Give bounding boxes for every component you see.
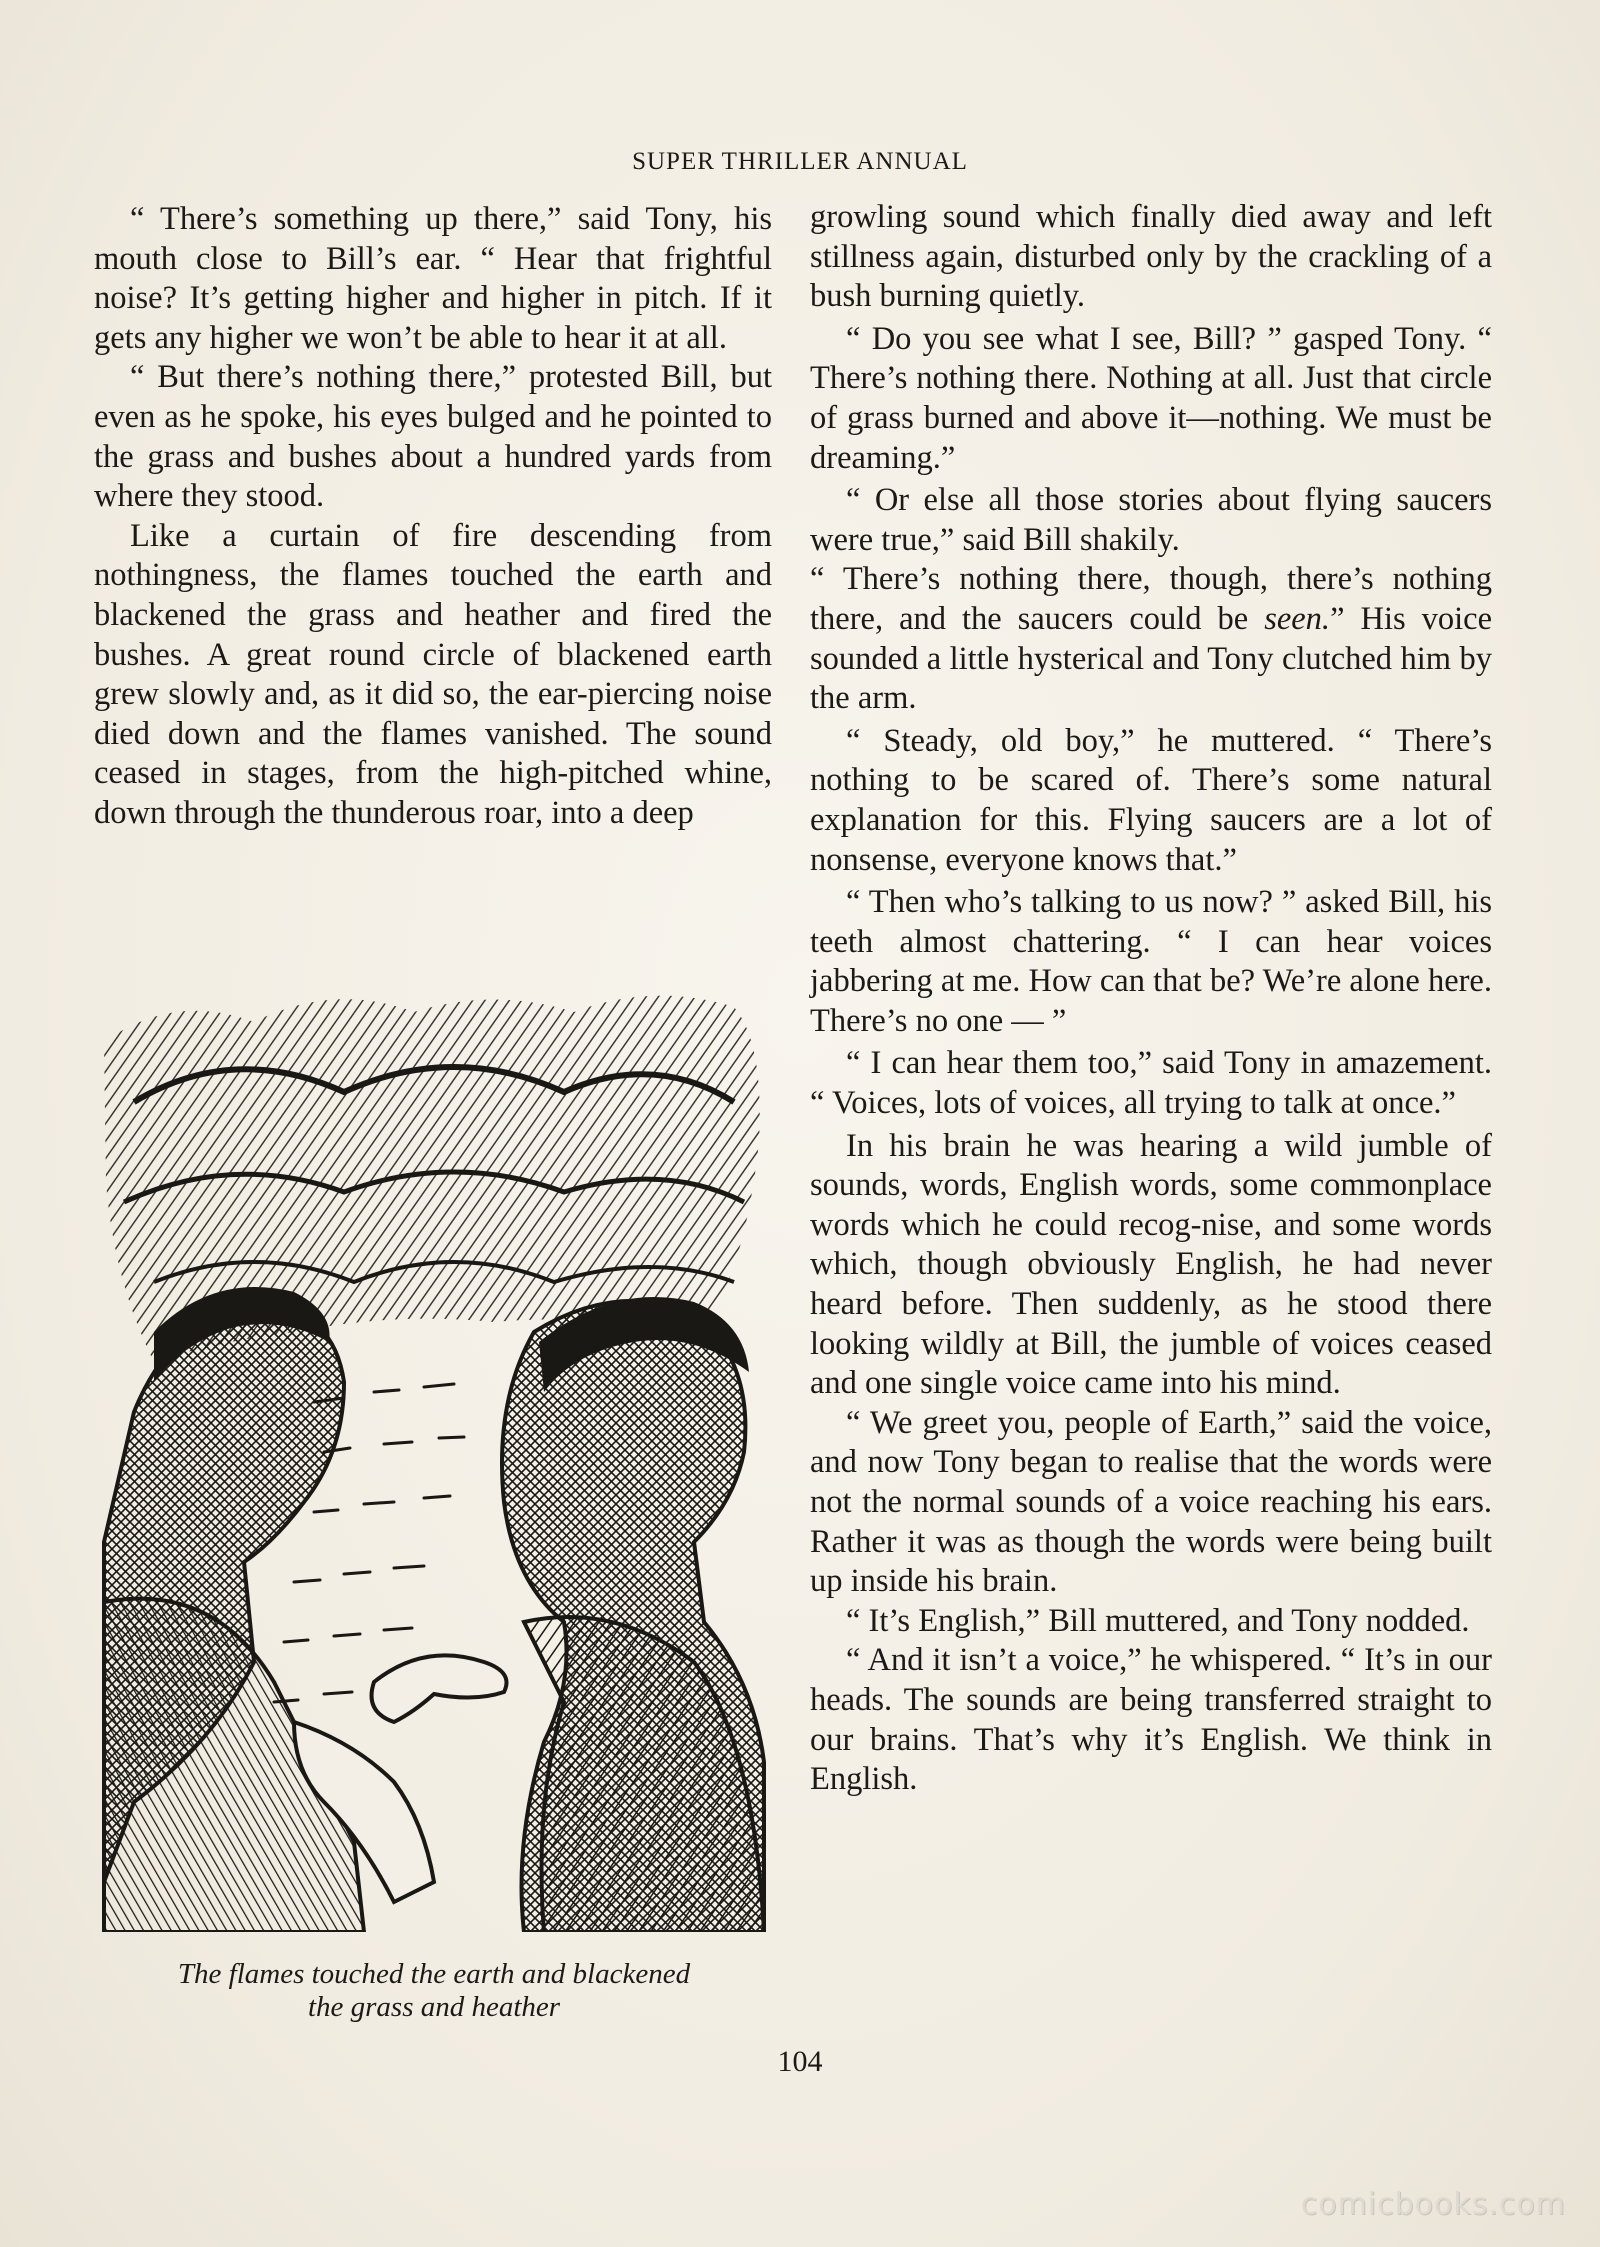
caption-line: The flames touched the earth and blackened — [177, 1958, 691, 1990]
page-number: 104 — [777, 2045, 823, 2078]
paragraph: “ It’s English,” Bill muttered, and Tony nodded. — [846, 1602, 1470, 1639]
paragraph: In his brain he was hearing a wild jumble of sounds, words, English words, some commonplace words which he could recog-nise, and some words which, though obviously English, he had never heard before. Then suddenly, as he stood there looking wildly at Bill, the jumble of voices ceased and one single voice came into his mind. — [810, 1127, 1492, 1402]
emphasis-text: seen. — [1264, 600, 1331, 637]
paragraph-text: ” His voice sounded a little hysterical and Tony clutched him by the arm. — [810, 600, 1492, 717]
paragraph: “ Then who’s talking to us now? ” asked Bill, his teeth almost chattering. “ I can hear voices jabbering at me. How can that be? We’re alone here. There’s no one — ” — [810, 884, 1492, 1039]
paragraph: “ But there’s nothing there,” protested Bill, but even as he spoke, his eyes bulged and he pointed to the grass and bushes about a hundred yards from where they stood. — [94, 359, 772, 515]
paragraph: “ Or else all those stories about flying saucers were true,” said Bill shakily. — [810, 482, 1492, 558]
running-head: SUPER THRILLER ANNUAL — [632, 148, 968, 175]
illustration — [94, 982, 774, 1932]
paragraph: growling sound which finally died away and left stillness again, disturbed only by the crackling of a bush burning quietly. — [810, 199, 1492, 315]
paragraph-text: “ There’s nothing there, though, there’s nothing there, and the saucers could be — [810, 561, 1492, 637]
figure-caption — [94, 1958, 774, 2024]
paragraph: Like a curtain of fire descending from nothingness, the flames touched the earth and blackened the grass and heather and fired the bushes. A great round circle of blackened earth grew slowly and, as it did so, the ear-piercing noise died down and the flames vanished. The sound ceased in stages, from the high-pitched whine, down through the thunderous roar, into a deep — [94, 517, 772, 831]
left-text-column — [94, 200, 772, 834]
paragraph — [810, 560, 1492, 718]
paragraph: “ Steady, old boy,” he muttered. “ There’s nothing to be scared of. There’s some natural explanation for this. Flying saucers are a lot of nonsense, everyone knows that.” — [810, 722, 1492, 878]
paragraph: “ I can hear them too,” said Tony in amazement. “ Voices, lots of voices, all trying to talk at once.” — [810, 1045, 1492, 1122]
watermark: comicbooks.com — [1300, 2187, 1566, 2222]
paragraph: “ Do you see what I see, Bill? ” gasped Tony. “ There’s nothing there. Nothing at all. Just that circle of grass burned and above it—nothing. We must be dreaming.” — [810, 320, 1492, 476]
right-text-column — [810, 198, 1492, 1800]
paragraph: “ There’s something up there,” said Tony, his mouth close to Bill’s ear. “ Hear that frightful noise? It’s getting higher and higher in pitch. If it gets any higher we won’t be able to hear it at all. — [94, 201, 772, 356]
paragraph: “ And it isn’t a voice,” he whispered. “ It’s in our heads. The sounds are being transferred straight to our brains. That’s why it’s English. We think in English. — [810, 1642, 1492, 1798]
caption-line: the grass and heather — [307, 1991, 561, 2023]
paragraph: “ We greet you, people of Earth,” said the voice, and now Tony began to realise that the words were not the normal sounds of a voice reaching his ears. Rather it was as though the words were being built up inside his brain. — [810, 1404, 1492, 1600]
